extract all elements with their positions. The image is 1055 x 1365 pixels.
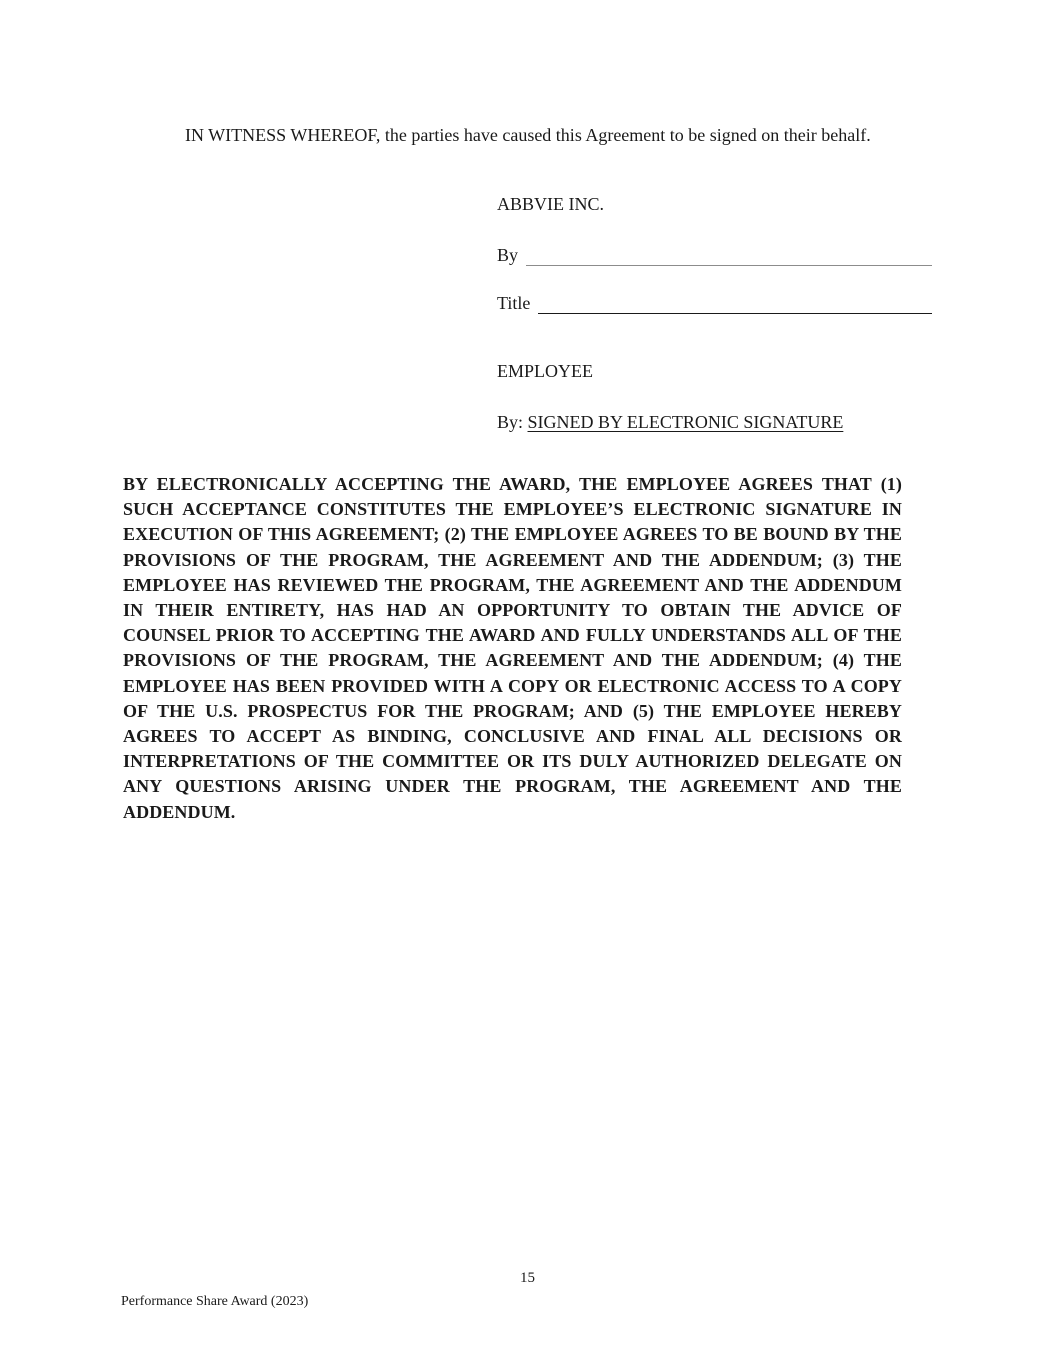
employee-by-row bbox=[497, 412, 932, 433]
signature-block bbox=[497, 194, 932, 433]
company-title-row bbox=[497, 293, 932, 317]
company-by-row bbox=[497, 245, 932, 269]
company-title-label: Title bbox=[497, 293, 531, 313]
page-number: 15 bbox=[520, 1270, 535, 1286]
footer-note: Performance Share Award (2023) bbox=[121, 1294, 309, 1309]
employee-by-label: By: bbox=[497, 412, 524, 432]
acceptance-paragraph: BY ELECTRONICALLY ACCEPTING THE AWARD, THE EMPLOYEE AGREES THAT (1) SUCH ACCEPTANCE CONSTITUTES THE EMPLOYEE’S ELECTRONIC SIGNATURE IN EXECUTION OF THIS AGREEMENT; (2) THE EMPLOYEE AGREES TO BE BOUND BY THE PROVISIONS OF THE PROGRAM, THE AGREEMENT AND THE ADDENDUM; (3) THE EMPLOYEE HAS REVIEWED THE PROGRAM, THE AGREEMENT AND THE ADDENDUM IN THEIR ENTIRETY, HAS HAD AN OPPORTUNITY TO OBTAIN THE ADVICE OF COUNSEL PRIOR TO ACCEPTING THE AWARD AND FULLY UNDERSTANDS ALL OF THE PROVISIONS OF THE PROGRAM, THE AGREEMENT AND THE ADDENDUM; (4) THE EMPLOYEE HAS BEEN PROVIDED WITH A COPY OR ELECTRONIC ACCESS TO A COPY OF THE U.S. PROSPECTUS FOR THE PROGRAM; AND (5) THE EMPLOYEE HEREBY AGREES TO ACCEPT AS BINDING, CONCLUSIVE AND FINAL ALL DECISIONS OR INTERPRETATIONS OF THE COMMITTEE OR ITS DULY AUTHORIZED DELEGATE ON ANY QUESTIONS ARISING UNDER THE PROGRAM, THE AGREEMENT AND THE ADDENDUM. bbox=[123, 474, 902, 822]
company-by-signature-line bbox=[526, 265, 932, 266]
company-name: ABBVIE INC. bbox=[497, 194, 604, 214]
company-by-label: By bbox=[497, 245, 519, 265]
employee-heading: EMPLOYEE bbox=[497, 361, 593, 381]
company-title-signature-line bbox=[538, 313, 932, 314]
witness-clause: IN WITNESS WHEREOF, the parties have caused this Agreement to be signed on their behalf. bbox=[185, 125, 871, 145]
electronic-signature-text: SIGNED BY ELECTRONIC SIGNATURE bbox=[527, 412, 844, 432]
